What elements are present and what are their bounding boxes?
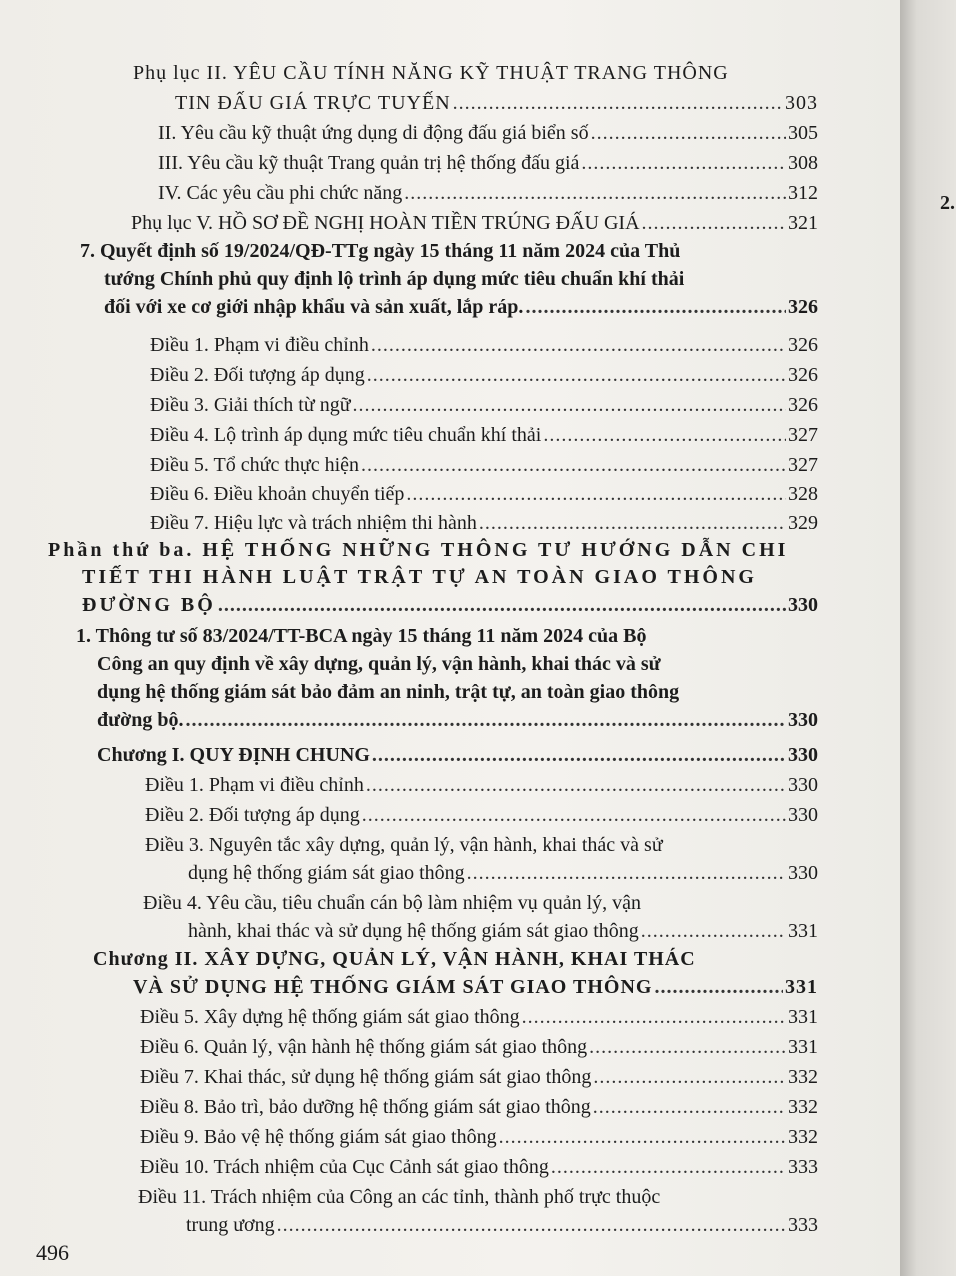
toc-entry-title: Điều 5. Tổ chức thực hiện — [150, 454, 360, 476]
toc-entry[interactable] — [82, 592, 818, 618]
toc-entry-title: hành, khai thác và sử dụng hệ thống giám sát giao thông — [188, 920, 639, 942]
leader-dots — [372, 742, 786, 768]
toc-page-number: 330 — [788, 744, 818, 766]
adjacent-page-label: 2. — [940, 192, 955, 214]
leader-dots — [641, 918, 786, 944]
leader-dots — [467, 860, 786, 886]
toc-entry[interactable] — [150, 452, 818, 478]
toc-entry-title: Chương I. QUY ĐỊNH CHUNG — [97, 744, 370, 766]
toc-entry[interactable] — [140, 1124, 818, 1150]
toc-entry[interactable] — [186, 1212, 818, 1238]
toc-entry[interactable] — [140, 1034, 818, 1060]
toc-entry[interactable] — [133, 974, 818, 1000]
toc-circular-title: 1. Thông tư số 83/2024/TT-BCA ngày 15 tháng 11 năm 2024 của Bộ — [76, 625, 647, 647]
leader-dots — [185, 707, 786, 733]
toc-part3-title-cont: TIẾT THI HÀNH LUẬT TRẬT TỰ AN TOÀN GIAO THÔNG — [82, 566, 757, 588]
toc-entry[interactable] — [140, 1004, 818, 1030]
toc-entry-title: Điều 10. Trách nhiệm của Cục Cảnh sát giao thông — [140, 1156, 549, 1178]
leader-dots — [525, 294, 786, 320]
toc-entry-title: đối với xe cơ giới nhập khẩu và sản xuất, lắp ráp. — [104, 296, 524, 318]
toc-entry[interactable] — [140, 1154, 818, 1180]
toc-entry-title: IV. Các yêu cầu phi chức năng — [158, 182, 403, 204]
toc-entry[interactable] — [150, 481, 818, 507]
toc-entry[interactable] — [104, 294, 818, 320]
toc-entry-title: Điều 8. Bảo trì, bảo dưỡng hệ thống giám sát giao thông — [140, 1096, 591, 1118]
toc-entry[interactable] — [97, 707, 818, 733]
toc-appendix2-title: Phụ lục II. YÊU CẦU TÍNH NĂNG KỸ THUẬT TRANG THÔNG — [133, 62, 729, 84]
leader-dots — [453, 90, 783, 116]
toc-page-number: 327 — [788, 454, 818, 476]
toc-entry-title: dụng hệ thống giám sát giao thông — [188, 862, 465, 884]
toc-page-number: 330 — [788, 774, 818, 796]
toc-page-number: 328 — [788, 483, 818, 505]
toc-page-number: 326 — [788, 394, 818, 416]
toc-page-number: 321 — [788, 212, 818, 234]
leader-dots — [642, 210, 786, 236]
toc-entry-title: Điều 4. Lộ trình áp dụng mức tiêu chuẩn khí thải — [150, 424, 542, 446]
toc-circular-title-cont: Công an quy định về xây dựng, quản lý, vận hành, khai thác và sử — [97, 653, 661, 675]
toc-entry-title: Điều 2. Đối tượng áp dụng — [145, 804, 360, 826]
toc-page-number: 330 — [788, 804, 818, 826]
leader-dots — [479, 510, 786, 536]
leader-dots — [589, 1034, 786, 1060]
toc-entry-title: trung ương — [186, 1214, 275, 1236]
toc-entry[interactable] — [145, 802, 818, 828]
toc-entry[interactable] — [150, 332, 818, 358]
toc-entry-title: Điều 1. Phạm vi điều chỉnh — [145, 774, 364, 796]
toc-entry[interactable] — [150, 422, 818, 448]
toc-page-number: 331 — [788, 1006, 818, 1028]
leader-dots — [522, 1004, 786, 1030]
toc-entry[interactable] — [188, 860, 818, 886]
leader-dots — [551, 1154, 786, 1180]
toc-circular-title-cont: dụng hệ thống giám sát bảo đảm an ninh, trật tự, an toàn giao thông — [97, 681, 680, 703]
leader-dots — [654, 974, 783, 1000]
toc-entry[interactable] — [158, 150, 818, 176]
toc-entry[interactable] — [140, 1094, 818, 1120]
toc-entry-title: III. Yêu cầu kỹ thuật Trang quản trị hệ thống đấu giá — [158, 152, 580, 174]
toc-item7-title-cont: tướng Chính phủ quy định lộ trình áp dụng mức tiêu chuẩn khí thải — [104, 268, 685, 290]
toc-entry[interactable] — [175, 90, 818, 116]
leader-dots — [367, 362, 786, 388]
leader-dots — [404, 180, 786, 206]
toc-entry[interactable] — [140, 1064, 818, 1090]
toc-entry[interactable] — [150, 510, 818, 536]
leader-dots — [277, 1212, 786, 1238]
toc-entry[interactable] — [188, 918, 818, 944]
toc-entry[interactable] — [131, 210, 818, 236]
toc-page-number: 332 — [788, 1066, 818, 1088]
toc-page-number: 330 — [788, 862, 818, 884]
toc-entry-title: đường bộ. — [97, 709, 184, 731]
toc-page-number: 331 — [785, 976, 818, 998]
toc-entry-title: Điều 6. Điều khoản chuyển tiếp — [150, 483, 405, 505]
toc-page-number: 326 — [788, 334, 818, 356]
toc-page-number: 331 — [788, 1036, 818, 1058]
toc-entry[interactable] — [158, 180, 818, 206]
toc-page-number: 305 — [788, 122, 818, 144]
toc-page-number: 333 — [788, 1214, 818, 1236]
leader-dots — [406, 481, 786, 507]
toc-entry[interactable] — [158, 120, 818, 146]
leader-dots — [362, 802, 786, 828]
toc-page-number: 330 — [788, 594, 818, 616]
toc-page-number: 326 — [788, 364, 818, 386]
toc-entry-title: Điều 3. Giải thích từ ngữ — [150, 394, 351, 416]
toc-page-number: 332 — [788, 1126, 818, 1148]
toc-page-number: 333 — [788, 1156, 818, 1178]
toc-entry-title: Điều 11. Trách nhiệm của Công an các tỉnh, thành phố trực thuộc — [138, 1186, 661, 1208]
toc-entry-title: Điều 9. Bảo vệ hệ thống giám sát giao thông — [140, 1126, 497, 1148]
leader-dots — [499, 1124, 786, 1150]
toc-entry-title: Điều 4. Yêu cầu, tiêu chuẩn cán bộ làm nhiệm vụ quản lý, vận — [143, 892, 641, 914]
toc-entry-title: Điều 7. Khai thác, sử dụng hệ thống giám sát giao thông — [140, 1066, 592, 1088]
toc-page-number: 331 — [788, 920, 818, 942]
page-number: 496 — [36, 1240, 69, 1265]
toc-entry-title: Điều 2. Đối tượng áp dụng — [150, 364, 365, 386]
toc-page-number: 332 — [788, 1096, 818, 1118]
leader-dots — [591, 120, 786, 146]
toc-entry-title: Điều 6. Quản lý, vận hành hệ thống giám sát giao thông — [140, 1036, 588, 1058]
toc-entry[interactable] — [145, 772, 818, 798]
toc-part3-title: Phần thứ ba. HỆ THỐNG NHỮNG THÔNG TƯ HƯỚNG DẪN CHI — [48, 539, 789, 561]
leader-dots — [543, 422, 786, 448]
toc-entry-title: Điều 7. Hiệu lực và trách nhiệm thi hành — [150, 512, 477, 534]
leader-dots — [366, 772, 786, 798]
leader-dots — [361, 452, 786, 478]
toc-entry-title: VÀ SỬ DỤNG HỆ THỐNG GIÁM SÁT GIAO THÔNG — [133, 976, 653, 998]
toc-item7-title: 7. Quyết định số 19/2024/QĐ-TTg ngày 15 tháng 11 năm 2024 của Thủ — [80, 240, 681, 262]
leader-dots — [353, 392, 786, 418]
leader-dots — [593, 1094, 786, 1120]
toc-chapter2-title: Chương II. XÂY DỰNG, QUẢN LÝ, VẬN HÀNH, KHAI THÁC — [93, 948, 696, 970]
toc-page-number: 312 — [788, 182, 818, 204]
toc-entry-title: Điều 5. Xây dựng hệ thống giám sát giao thông — [140, 1006, 520, 1028]
toc-page-number: 327 — [788, 424, 818, 446]
toc-page-number: 329 — [788, 512, 818, 534]
toc-entry-title: Phụ lục V. HỒ SƠ ĐỀ NGHỊ HOÀN TIỀN TRÚNG ĐẤU GIÁ — [131, 212, 640, 234]
toc-entry-title: ĐƯỜNG BỘ — [82, 594, 216, 616]
leader-dots — [371, 332, 786, 358]
toc-page-number: 326 — [788, 296, 818, 318]
toc-entry[interactable] — [150, 362, 818, 388]
toc-entry-title: Điều 3. Nguyên tắc xây dựng, quản lý, vận hành, khai thác và sử — [145, 834, 663, 856]
leader-dots — [593, 1064, 786, 1090]
toc-entry-title: II. Yêu cầu kỹ thuật ứng dụng di động đấu giá biển số — [158, 122, 589, 144]
toc-entry[interactable] — [150, 392, 818, 418]
leader-dots — [218, 592, 786, 618]
toc-entry-title: Điều 1. Phạm vi điều chỉnh — [150, 334, 369, 356]
toc-page-number: 303 — [785, 92, 818, 114]
toc-entry-title: TIN ĐẤU GIÁ TRỰC TUYẾN — [175, 92, 451, 114]
leader-dots — [581, 150, 786, 176]
toc-page-number: 330 — [788, 709, 818, 731]
toc-entry[interactable] — [97, 742, 818, 768]
toc-page-number: 308 — [788, 152, 818, 174]
